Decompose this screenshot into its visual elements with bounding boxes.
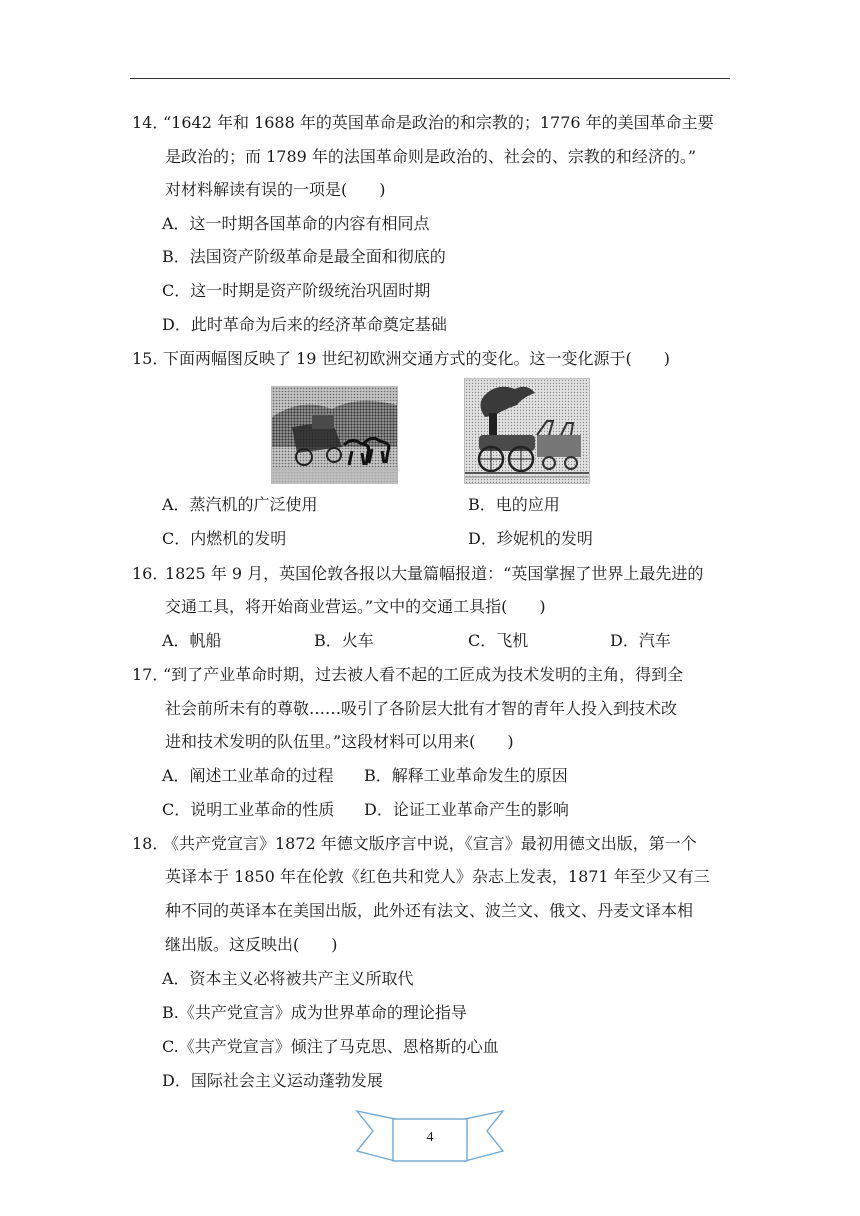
header-rule [130,78,730,79]
option-b[interactable]: B．法国资产阶级革命是最全面和彻底的 [162,247,446,266]
option-c[interactable]: C．说明工业革命的性质 [162,800,335,819]
question-stem-line: 1825 年 9 月，英国伦敦各报以大量篇幅报道：“英国掌握了世界上最先进的 [165,564,704,583]
option-a[interactable]: A．资本主义必将被共产主义所取代 [162,969,414,988]
question-number: 14． [132,113,169,132]
option-c[interactable]: C．内燃机的发明 [162,529,287,548]
question-stem-line: 《共产党宣言》1872 年德文版序言中说，《宣言》最初用德文出版，第一个 [163,834,697,853]
question-number: 16． [132,564,169,583]
option-d[interactable]: D．汽车 [610,631,671,650]
question-number: 15． [132,349,169,368]
question-number: 17． [132,665,169,684]
question-stem-line: 社会前所未有的尊敬……吸引了各阶层大批有才智的青年人投入到技术改 [165,699,678,718]
option-a[interactable]: A．阐述工业革命的过程 [162,766,334,785]
question-stem-line: 是政治的；而 1789 年的法国革命则是政治的、社会的、宗教的和经济的。” [165,147,697,166]
question-stem-line: “1642 年和 1688 年的英国革命是政治的和宗教的；1776 年的美国革命主要 [163,113,714,132]
option-b[interactable]: B．电的应用 [468,495,560,514]
option-d[interactable]: D．珍妮机的发明 [468,529,593,548]
question-stem-line: 种不同的英译本在美国出版，此外还有法文、波兰文、俄文、丹麦文译本相 [165,901,694,920]
question-stem-line: 对材料解读有误的一项是( ) [165,180,386,199]
option-c[interactable]: C．这一时期是资产阶级统治巩固时期 [162,281,431,300]
question-stem-line: 英译本于 1850 年在伦敦《红色共和党人》杂志上发表，1871 年至少又有三 [165,867,710,886]
option-d[interactable]: D．国际社会主义运动蓬勃发展 [162,1071,383,1090]
question-stem-line: 下面两幅图反映了 19 世纪初欧洲交通方式的变化。这一变化源于( ) [163,349,671,368]
option-b[interactable]: B．火车 [314,631,374,650]
option-d[interactable]: D．此时革命为后来的经济革命奠定基础 [162,315,447,334]
option-a[interactable]: A．这一时期各国革命的内容有相同点 [162,214,430,233]
stagecoach-image [271,386,398,484]
option-c[interactable]: C．飞机 [468,631,529,650]
question-stem-line: 继出版。这反映出( ) [165,935,338,954]
option-a[interactable]: A．蒸汽机的广泛使用 [162,495,318,514]
option-a[interactable]: A．帆船 [162,631,222,650]
question-stem-line: “到了产业革命时期，过去被人看不起的工匠成为技术发明的主角，得到全 [163,665,684,684]
question-stem-line: 交通工具，将开始商业营运。”文中的交通工具指( ) [165,597,546,616]
question-stem-line: 进和技术发明的队伍里。”这段材料可以用来( ) [165,732,514,751]
page-number: 4 [426,1130,434,1145]
option-d[interactable]: D．论证工业革命产生的影响 [364,800,569,819]
option-c[interactable]: C.《共产党宣言》倾注了马克思、恩格斯的心血 [162,1037,499,1056]
steam-locomotive-image [464,378,590,484]
option-b[interactable]: B.《共产党宣言》成为世界革命的理论指导 [162,1003,467,1022]
question-number: 18． [132,834,169,853]
option-b[interactable]: B．解释工业革命发生的原因 [364,766,568,785]
